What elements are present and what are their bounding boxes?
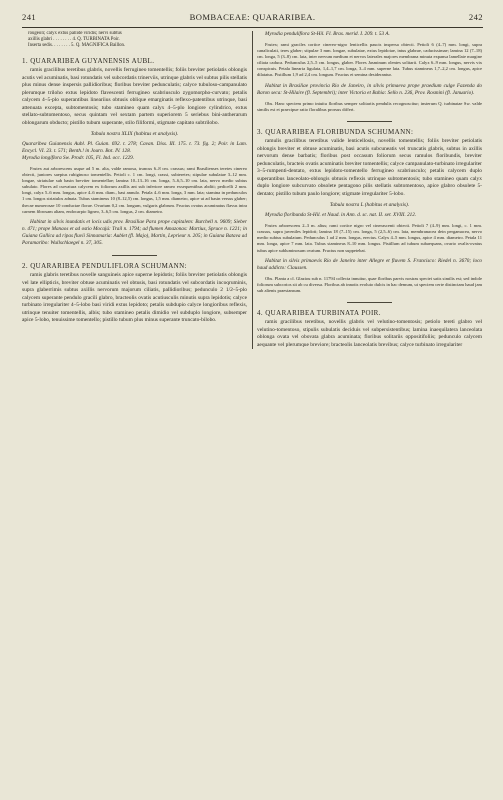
synonymy: Quararibea Guianensis Aubl. Pl. Guian. 692. t. 278; Cavan. Diss. III. 175. t. 73. fig. 2; Poir. in Lam. Encycl. VI. 23. t. 571; Benth.! in Journ. Bot. IV. 128. xyxy=(22,141,247,155)
plate-reference: Tabula nostra XLIX (habitus et analysis). xyxy=(90,131,179,138)
left-column xyxy=(22,31,247,349)
column-separator xyxy=(252,31,253,349)
species-diagnosis: ramulis gracilibus teretibus valide lenticellosis, novellis tomentellis; foliis breviter petiolatis oblongis breviter et obtuse acuminatis, basi acutis subcuneatis vel truncatis glabris, subtus in axillis nervorum dense barbatis; floribus post occasum foliorum secus ramulos floribundis, breviter pedunculatis, bracteis ovatis acuminatis breviter tomentellis; calyce campanulato-turbinato irregulariter 3–5-rumpenti-dentato, extus lepidoto-tomentello ferrugineo scabriusculo; petalis calycem duplo superantibus lanceolato-oblongis obtusis reflexis utrinque subtomentosis; tubo stamineo quam calyx duplo longiore subcurvato obsolete pentagono pilis stellatis subtomentoso, apice glabro obsolete 5-dentato; pistillo tubum paulo longiore; stigmate irregulariter 5-lobo. xyxy=(257,138,482,197)
running-title: BOMBACEAE: QUARARIBEA. xyxy=(189,12,316,22)
habitat: Habitat in Brasiliae provincia Rio de Janeiro, in silvis primaeva prope praedium culge Fazenda do Baron seca: St-Hilaire (fl. Septembri); inter Victoria et Bahia: Sello n. 236, Prov. Rosmini (fl. Januario). xyxy=(257,82,482,96)
key-line: Inserta sedis. . . . . . . . 5. Q. MAGNIFICA Baillon. xyxy=(28,43,126,49)
key-line: rougeoli; calyx extus pallide viridis; nervi subtus xyxy=(28,31,122,36)
key-line: axillis glabri . . . . . . . . 4. Q. TURBINATA Poir. xyxy=(28,37,120,43)
species-diagnosis: ramis glabris teretibus novelle sanguineis apice superne lepidotis; foliis breviter petiolatis oblongis vel late ellipticis, breviter obtuse acuminatis vel obtusis, basi rotundatis vel subcordatis incoqruminis, supra glaberrimis subtus axillis nervorum majorum ciliatis, pallidioribus; pedunculo 2 1/2–5-plo calycem superante pendulo gracili glabro, bracteolis ovatis acutiusculis minutis supra lepidotis; calyce turbinato irregulariter 4–5-lobo basi viridi extus lepidoto; petalis subdupio calyce longioribus reflexis, utrinque tenuiter tomentellis, albis; tubo stamineo petalis dimidio vel subduplo longiore, subsemper apice 5-lobo, tenuissime tomentello; pistillo tubum plus minus superante truncato-bilobo. xyxy=(22,272,247,324)
species-diagnosis: ramis gracilibus teretibus glabris, novellis ferrugineo tomentellis; foliis breviter petiolatis oblongis acutis vel acuminatis, basi rotundatis vel subcordatis trinerviis, utrinque glabris vel subtus pilis stellatis plus minus dense inspersis pallidioribus; floribus breviter pedunculatis; calyce tubuloso-campanulato plerumque triloho extus lepidoto flavescenti ferrugineo scabriusculo zygomorpho-curvato; petalis calycem 4–5-plo superantibus lineariius obtusis oblique emarginatis reflexo-patentibus utrinque, basi attenuata excepta, subtomentosis; tubo stamineo quam calyx 4–5-plo longiore cylindrico, extus stellato-subtomentoso, secus quintam vel sextam partem superiorem 5 seriebus bini-antherarum oblongarum obducto; pistillo tubum superante, stilo filiformi, stigmate capitato subtrilobo. xyxy=(22,67,247,126)
observation: Obs. Planta a cl. Glaziou sub n. 11794 collecta innuitur, quae floribus parvis nostras speciei satis similis est; sed indole foliorum subcorios sit ab cu diversa. Floribus ab innotis evoluto dulcis in hac demum, ut speciem certe distinctam haud jam sub alienis praestansum. xyxy=(257,275,482,293)
habitat: Habitat in silvis primaevis Rio de Janeiro inter Allegre et fluvem S. Francisco: Riedel n. 3670; loco haud addicto: Claussen. xyxy=(257,257,482,271)
species-heading: 3. QUARARIBEA FLORIBUNDA SCHUMANN: xyxy=(257,127,414,136)
species-heading: 2. QUARARIBEA PENDULIFLORA SCHUMANN: xyxy=(22,261,187,270)
species-description: Frutex arborescens 2–3 m. altus; rami cortice nigro vel cinerascenti obtecti. Petioli 7 (4–9) mm. longi, c. 1 mm. crassus, supra juveniles lepidoti; lamina 18 (7–15) cm. longa, 5 (2,5–6) cm. lata, membranacea dein pergamacea, nervo medio subtus subulatum. Pedunculus 1 ad 2 mm. longus, erectus. Calyx 4–5 mm. longus, apice 4 mm. diametro. Petala 11 mm. longa, apice 7 mm. lata. Tubus stamineus 8–10 mm. longus. Pistillum ad tubum subaequans, ovario ovalis-ovatus tubus apice subluminosum ovatum. Fructus non suppetebat. xyxy=(257,223,482,253)
species-heading: 1. QUARARIBEA GUYANENSIS AUBL. xyxy=(22,56,155,65)
species-description: Frutex aut arborescens usque ad 5 m. alta, valde ramosa, truncus 6–8 cm. crassus; rami Brasilienses teretes cinereo obtecti, juniores saepius rubiginoso tomentellis. Petioli c. 1 cm. longi, crassi, subteretes; stipulae subulatae 3–12 mm. longae, striatulae sub basin breviter tomentellae; lamina 10–13–16 cm. longa, 5–6,5–10 cm. lata, nervo medio subtus subulato. Flores ad curvatura calycem ex foliorum axillis ant sub inferiore rameo exsequentibus abditi; pedicelli 2 mm. longi, calyx 5–6 mm. longus, apice 4–6 mm. diam., basi annulo. Petala 4–6 mm. longa, 3 mm. lata; stamina in pedunculos 1 cm. longos striatulos adnata. Tubus stamineus 10 (8–12,5) cm. longus, 1,5 mm. diametro, apice ut ad basin versus glaber; thecae numerosae 10 conductae florae. Ovarium 0,2 cm. longum, vulgaris glabrum. Fructus ovatus acuminatus flavus intra carnem fibrosam altam, endocarpio ligneo, 3–6,5 cm. longus, 2 cm. diametro. xyxy=(22,166,247,214)
page-number-left: 241 xyxy=(22,12,37,22)
section-divider xyxy=(347,121,392,122)
synonymy: Myrodia penduliflora St-Hil. Fl. Bras. merid. I. 209. t. 53 A. xyxy=(265,31,390,37)
observation: Obs. Hanc speciem primo intuitu floribus semper solitariis pendulis recognoscitur; insterum Q. turbinatae Sw. valde similis est et praecipue ratio floralibus prorsus differt. xyxy=(257,100,482,112)
section-divider xyxy=(347,302,392,303)
right-column xyxy=(257,31,482,349)
plate-reference: Tabula nostra L (habitus et analysis). xyxy=(329,202,410,209)
species-description: Frutex; rami graciles cortice cinereo-nigro lenticellis paucis inspersa obtecti. Petioli 6 (4–7) mm. longi, supra canaliculati, teres glaber; stipulae 3 mm. longae, subulatae, extus lepidotae, intus glabrae, caducissimae; lamina 12 (7–18) cm. longa, 5 (3–8) cm. lata, inter nervum medium et nervos laterales majores membrana minuta expansa lamellate margine ciliata caduca. Pedunculus 2,5–5 cm. longus, glaber. Flores Jasminum olentes solitarii. Calyx 6–9 mm. longus, nervis vix conspicuis. Petala linearia ligulata, 1,4–1,7 cm. longa, 3–4 mm. superne lata. Tubus stamineus 1,7–2,2 cm. longus, apice dilatatus. Pistillum 1,9 ad 2,4 cm. longum. Fructus et semina desiderantur. xyxy=(257,42,482,78)
key-fragment xyxy=(28,31,247,50)
synonymy: Myrodia floribunda St-Hil. et Naud. in Ann. d. sc. nat. II. ser. XVIII. 212. xyxy=(265,212,417,219)
species-heading: 4. QUARARIBEA TURBINATA POIR. xyxy=(257,308,381,317)
habitat: Habitat in silvis inundatis et locis udis prov. Brasiliae Para prope capitalem: Burchell n. 9609; Sieber n. 471; prope Manaos et ad ostio Mocajú: Trail n. 1794; ad flumen Amazonas: Martius, Spruce n. 1221; in Guiana Gallica ad ripas fluvii Sinnamaria: Aublet (fl. Majo), Martin, Leprieur n. 205; in Guiana Batava ad Paramaribo: Wullschlaegel n. 37, 305. xyxy=(22,218,247,246)
two-columns xyxy=(22,31,483,349)
species-diagnosis: ramis gracilibus teretibus, novellis glabris vel velutino-tomentosis; petiolo tereti glabro vel velutino-tomentoso, stipulis subulatis deciduis vel subpersistentibus; lamina inaequilatera lanceolata oblonga ovata vel obovata glabra acuminata; floribus solitariis oppositifoliis; pedunculo calycem aequante vel plerumque breviore; bracteolis lanceolatis brevibus; calyce turbinato irregulariter xyxy=(257,319,482,348)
synonymy: Myrodia longiflora Sw. Prodr. 105, Fl. Ind. occ. 1229. xyxy=(22,155,135,162)
section-divider xyxy=(112,255,157,256)
page-number-right: 242 xyxy=(468,12,483,22)
header-rule xyxy=(22,27,483,28)
running-header xyxy=(22,12,483,26)
